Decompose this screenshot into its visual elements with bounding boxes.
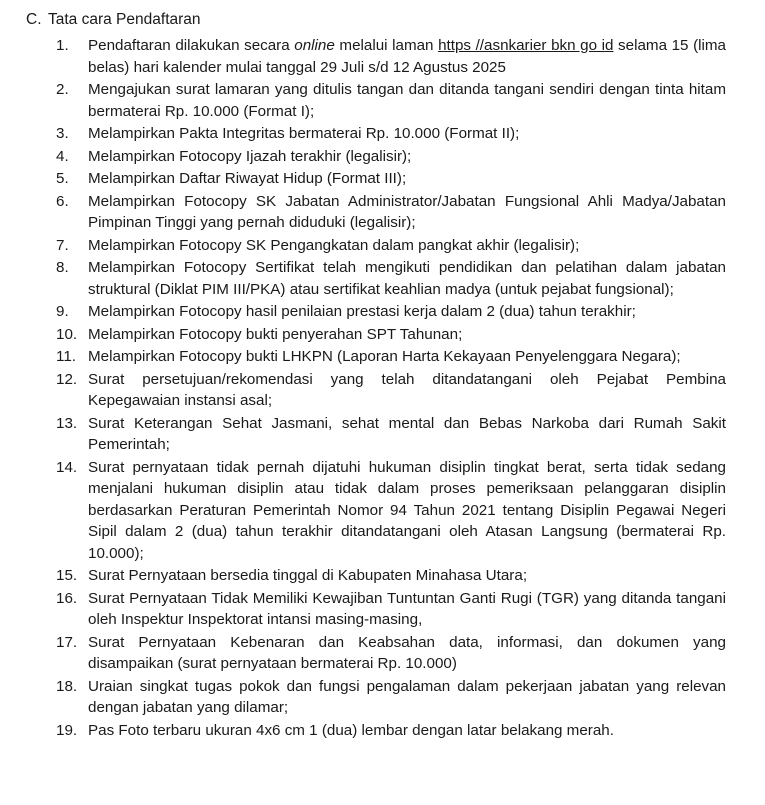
registration-link[interactable]: https //asnkarier bkn go id — [438, 37, 614, 54]
section-letter: C. — [26, 11, 42, 28]
list-item-13 — [56, 413, 726, 456]
list-item-19 — [56, 720, 726, 742]
list-item-5 — [56, 168, 726, 190]
item-number: 13. — [56, 414, 78, 432]
list-item-16 — [56, 588, 726, 631]
item-text: Melampirkan Fotocopy Ijazah terakhir (legalisir); — [88, 147, 412, 165]
item-text: Surat Keterangan Sehat Jasmani, sehat mental dan Bebas Narkoba dari Rumah Sakit Pemerintah; — [88, 414, 726, 453]
item-text-italic: online — [294, 37, 335, 54]
item-number: 7. — [56, 236, 69, 254]
item-number: 19. — [56, 721, 78, 739]
item-text: Surat Pernyataan bersedia tinggal di Kabupaten Minahasa Utara; — [88, 567, 528, 584]
item-number: 16. — [56, 589, 78, 607]
section-title: Tata cara Pendaftaran — [48, 11, 201, 28]
item-text: Surat Pernyataan Kebenaran dan Keabsahan data, informasi, dan dokumen yang disampaikan (surat pernyataan bermaterai Rp. 10.000) — [88, 633, 726, 672]
item-text: Melampirkan Fotocopy hasil penilaian prestasi kerja dalam 2 (dua) tahun terakhir; — [88, 303, 636, 320]
list-item-14 — [56, 457, 726, 565]
list-item-3 — [56, 123, 726, 145]
item-number: 8. — [56, 259, 69, 276]
list-item-18 — [56, 676, 726, 719]
section-heading — [26, 9, 201, 31]
item-text: Mengajukan surat lamaran yang ditulis tangan dan ditanda tangani sendiri dengan tinta hitam bermaterai Rp. 10.000 (Format I); — [88, 81, 726, 120]
item-text: Surat persetujuan/rekomendasi yang telah ditandatangani oleh Pejabat Pembina Kepegawaian instansi asal; — [88, 370, 726, 409]
item-number: 4. — [56, 147, 69, 165]
list-item-9 — [56, 301, 726, 323]
item-text-part: melalui laman — [334, 37, 439, 54]
item-text-part: Pendaftaran dilakukan secara — [88, 37, 295, 54]
list-item-15 — [56, 565, 726, 587]
item-number: 1. — [56, 37, 69, 54]
list-item-1 — [56, 35, 726, 78]
item-text: Melampirkan Pakta Integritas bermaterai Rp. 10.000 (Format II); — [88, 125, 520, 142]
item-text: Uraian singkat tugas pokok dan fungsi pengalaman dalam pekerjaan jabatan yang relevan dengan jabatan yang dilamar; — [88, 677, 726, 716]
item-text: Melampirkan Fotocopy Sertifikat telah mengikuti pendidikan dan pelatihan dalam jabatan struktural (Diklat PIM III/PKA) atau sertifikat keahlian madya (untuk pejabat fungsional); — [88, 259, 726, 298]
list-item-2 — [56, 79, 726, 122]
item-text-part: selama 15 (lima belas) hari kalender mulai tanggal 29 Juli s/d 12 Agustus 2025 — [88, 37, 726, 76]
item-text — [88, 35, 726, 78]
item-number: 9. — [56, 303, 69, 320]
item-text: Melampirkan Fotocopy bukti LHKPN (Laporan Harta Kekayaan Penyelenggara Negara); — [88, 348, 681, 365]
item-number: 18. — [56, 677, 78, 695]
item-text: Melampirkan Fotocopy bukti penyerahan SPT Tahunan; — [88, 325, 463, 343]
item-number: 2. — [56, 81, 69, 98]
item-number: 3. — [56, 125, 69, 142]
item-text: Melampirkan Daftar Riwayat Hidup (Format III); — [88, 170, 407, 187]
list-item-12 — [56, 369, 726, 412]
list-item-6 — [56, 191, 726, 234]
item-number: 12. — [56, 370, 78, 388]
item-number: 10. — [56, 325, 78, 343]
item-text: Pas Foto terbaru ukuran 4x6 cm 1 (dua) lembar dengan latar belakang merah. — [88, 721, 614, 739]
list-item-17 — [56, 632, 726, 675]
item-text: Melampirkan Fotocopy SK Jabatan Administrator/Jabatan Fungsional Ahli Madya/Jabatan Pimpinan Tinggi yang pernah diduduki (legalisir); — [88, 192, 726, 231]
requirements-list — [56, 35, 726, 742]
item-text: Surat Pernyataan Tidak Memiliki Kewajiban Tuntuntan Ganti Rugi (TGR) yang ditanda tangani oleh Inspektur Inspektorat intansi masing-masing, — [88, 589, 726, 628]
item-text: Surat pernyataan tidak pernah dijatuhi hukuman disiplin tingkat berat, serta tidak sedang menjalani hukuman disiplin atau tidak dalam proses pemeriksaan pelanggaran disiplin berdasarkan Peraturan Pemerintah Nomor 94 Tahun 2021 tentang Disiplin Pegawai Negeri Sipil dalam 2 (dua) tahun terakhir ditandatangani oleh Atasan Langsung (bermaterai Rp. 10.000); — [88, 458, 726, 562]
item-number: 15. — [56, 567, 78, 584]
list-item-8 — [56, 257, 726, 300]
list-item-7 — [56, 235, 726, 257]
item-number: 17. — [56, 633, 78, 651]
item-number: 14. — [56, 458, 78, 476]
item-number: 11. — [56, 348, 76, 365]
item-text: Melampirkan Fotocopy SK Pengangkatan dalam pangkat akhir (legalisir); — [88, 236, 580, 254]
list-item-10 — [56, 324, 726, 346]
item-number: 5. — [56, 170, 69, 187]
list-item-11 — [56, 346, 726, 368]
item-number: 6. — [56, 192, 69, 210]
list-item-4 — [56, 146, 726, 168]
